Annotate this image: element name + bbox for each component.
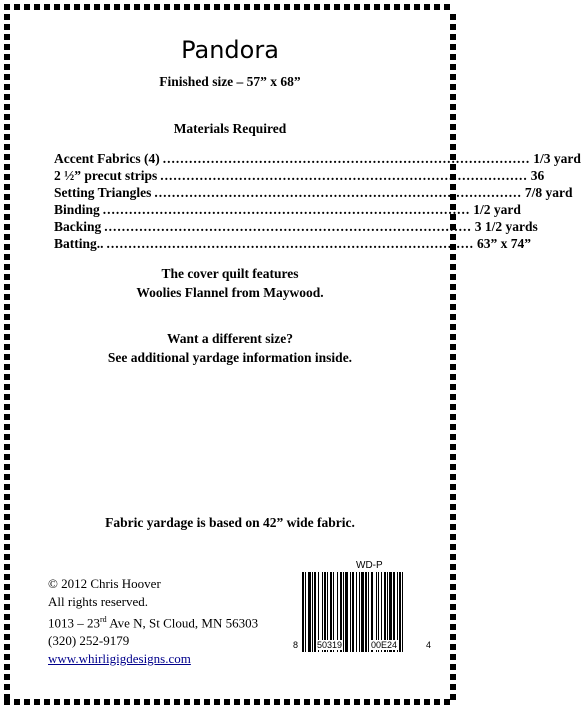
product-code: WD-P [356, 560, 383, 571]
materials-row [54, 168, 545, 185]
dot-leader: .................................................................................... [106, 236, 475, 251]
yardage-note [0, 513, 460, 532]
materials-heading: Materials Required [173, 121, 287, 136]
material-label: Batting.. [54, 236, 104, 251]
yardage-note-text: Fabric yardage is based on 42” wide fabric. [105, 515, 355, 530]
size-note-line: See additional yardage information inside. [107, 350, 353, 365]
website-link[interactable]: www.whirligigdesigns.com [48, 651, 191, 667]
size-note [0, 329, 460, 367]
material-amount: 7/8 yard [524, 185, 573, 200]
material-label: Setting Triangles [54, 185, 152, 200]
address-ordinal: rd [100, 615, 107, 624]
cover-note-line: Woolies Flannel from Maywood. [136, 285, 324, 300]
barcode-digit-last: 4 [426, 640, 432, 650]
material-amount: 36 [530, 168, 545, 183]
size-note-line: Want a different size? [166, 331, 294, 346]
dot-leader: .................................................................................... [160, 168, 528, 183]
cover-quilt-note [0, 264, 460, 302]
pattern-title: Pandora [181, 36, 279, 64]
rights-line: All rights reserved. [48, 594, 149, 609]
dot-leader: .................................................................................... [102, 202, 471, 217]
barcode-group-left: 50319 [317, 640, 343, 650]
materials-row [54, 185, 573, 202]
finished-size: Finished size – 57” x 68” [159, 74, 301, 89]
phone-line: (320) 252-9179 [48, 633, 130, 649]
contact-info [48, 575, 258, 668]
materials-row [54, 236, 532, 253]
address-rest: Ave N, St Cloud, MN 56303 [106, 615, 259, 631]
barcode-digit-first: 8 [293, 640, 299, 650]
material-amount: 3 1/2 yards [474, 219, 538, 234]
materials-list [54, 151, 581, 253]
material-label: Accent Fabrics (4) [54, 151, 160, 166]
copyright-line: © 2012 Chris Hoover [48, 576, 161, 591]
cover-note-line: The cover quilt features [161, 266, 299, 281]
materials-row [54, 151, 581, 168]
dot-leader: .................................................................................... [104, 219, 472, 234]
address-number: 1013 – 23 [48, 615, 100, 631]
address-line [48, 611, 258, 632]
material-amount: 63” x 74” [477, 236, 532, 251]
material-amount: 1/2 yard [473, 202, 521, 217]
barcode-group-right: 00E24 [371, 640, 398, 650]
materials-row [54, 219, 538, 236]
material-label: Binding [54, 202, 100, 217]
material-amount: 1/3 yard [533, 151, 581, 166]
dot-leader: .................................................................................... [162, 151, 531, 166]
materials-row [54, 202, 521, 219]
material-label: Backing [54, 219, 102, 234]
material-label: 2 ½” precut strips [54, 168, 158, 183]
dot-leader: .................................................................................... [154, 185, 522, 200]
